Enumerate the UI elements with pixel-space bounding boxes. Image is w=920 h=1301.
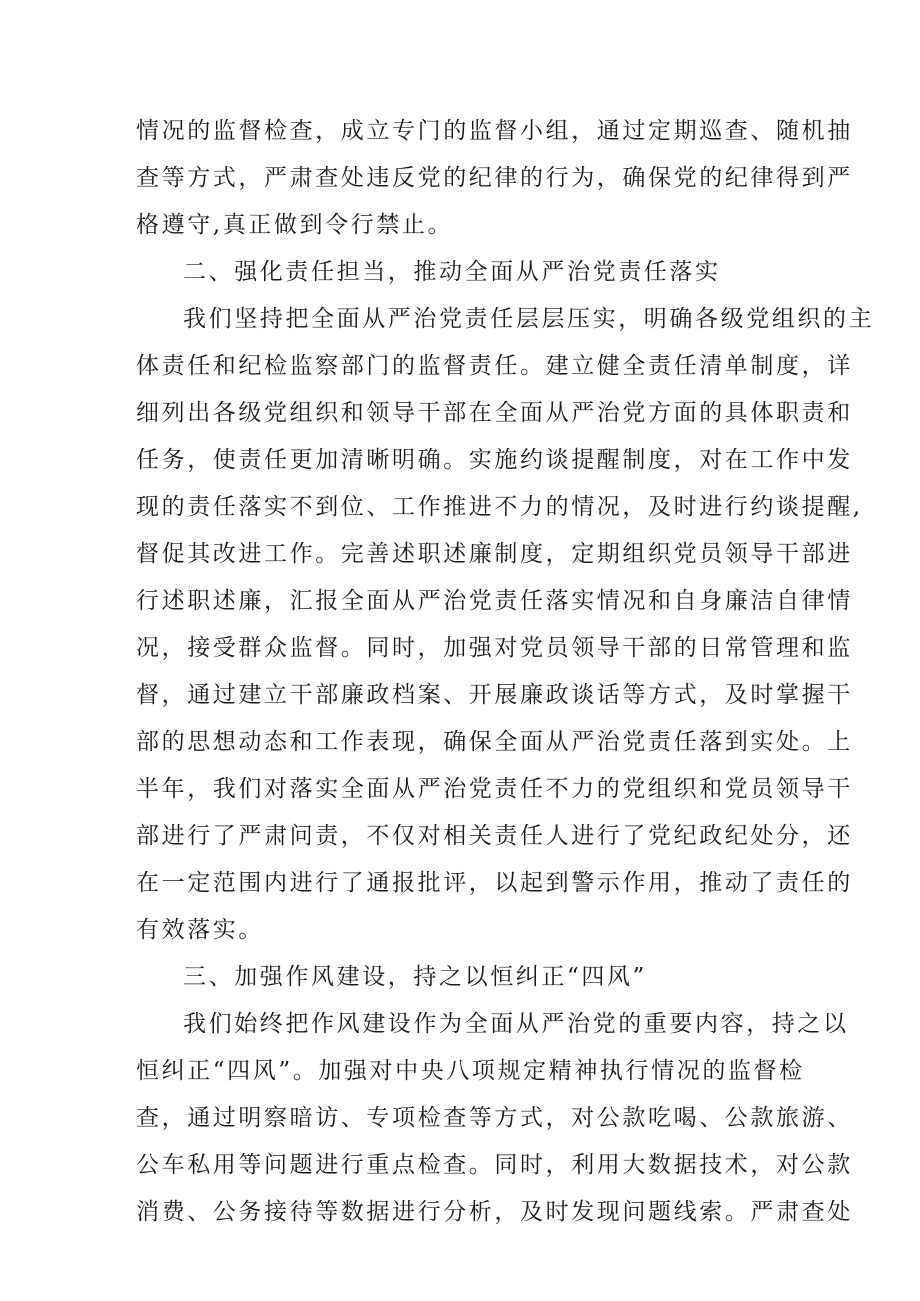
paragraph-line: 现的责任落实不到位、工作推进不力的情况，及时进行约谈提醒,: [136, 494, 863, 520]
paragraph-line: 细列出各级党组织和领导干部在全面从严治党方面的具体职责和: [136, 400, 853, 426]
section-heading: 三、加强作风建设，持之以恒纠正“四风”: [183, 964, 647, 990]
section-heading: 二、强化责任担当，推动全面从严治党责任落实: [183, 259, 721, 285]
paragraph-line: 任务，使责任更加清晰明确。实施约谈提醒制度，对在工作中发: [136, 447, 853, 473]
paragraph-line: 部进行了严肃问责，不仅对相关责任人进行了党纪政纪处分，还: [136, 823, 853, 849]
paragraph-line: 半年，我们对落实全面从严治党责任不力的党组织和党员领导干: [136, 776, 853, 802]
paragraph-line: 在一定范围内进行了通报批评，以起到警示作用，推动了责任的: [136, 870, 853, 896]
paragraph-line: 体责任和纪检监察部门的监督责任。建立健全责任清单制度，详: [136, 353, 853, 379]
paragraph-line: 格遵守,真正做到令行禁止。: [136, 212, 454, 238]
paragraph-line: 行述职述廉，汇报全面从严治党责任落实情况和自身廉洁自律情: [136, 588, 853, 614]
paragraph-line: 部的思想动态和工作表现，确保全面从严治党责任落到实处。上: [136, 729, 853, 755]
paragraph-line: 查等方式，严肃查处违反党的纪律的行为，确保党的纪律得到严: [136, 165, 853, 191]
paragraph-line: 况，接受群众监督。同时，加强对党员领导干部的日常管理和监: [136, 635, 853, 661]
paragraph-line: 公车私用等问题进行重点检查。同时，利用大数据技术，对公款: [136, 1152, 853, 1178]
paragraph-line: 恒纠正“四风”。加强对中央八项规定精神执行情况的监督检: [136, 1058, 805, 1084]
paragraph-line: 有效落实。: [136, 917, 264, 943]
paragraph-line: 消费、公务接待等数据进行分析，及时发现问题线索。严肃查处: [136, 1199, 853, 1225]
document-body: [136, 108, 875, 1236]
paragraph-line: 情况的监督检查，成立专门的监督小组，通过定期巡查、随机抽: [136, 118, 853, 144]
paragraph-line: 我们坚持把全面从严治党责任层层压实，明确各级党组织的主: [183, 306, 875, 332]
paragraph-line: 查，通过明察暗访、专项检查等方式，对公款吃喝、公款旅游、: [136, 1105, 853, 1131]
paragraph-line: 我们始终把作风建设作为全面从严治党的重要内容，持之以: [183, 1011, 849, 1037]
paragraph-line: 督促其改进工作。完善述职述廉制度，定期组织党员领导干部进: [136, 541, 853, 567]
paragraph-line: 督，通过建立干部廉政档案、开展廉政谈话等方式，及时掌握干: [136, 682, 853, 708]
